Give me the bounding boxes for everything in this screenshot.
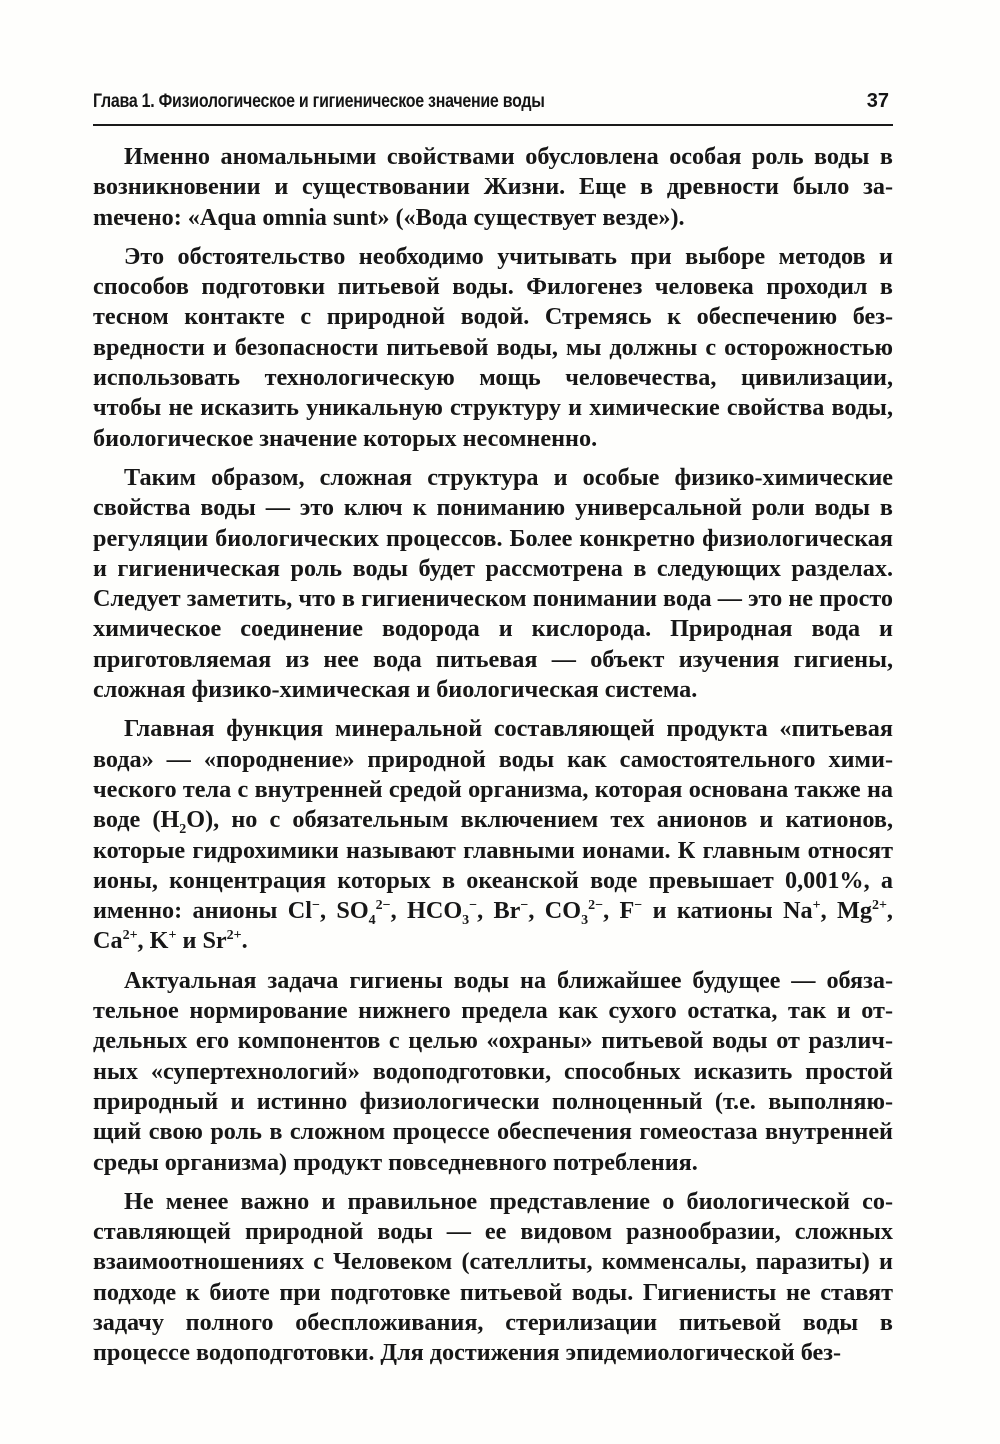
paragraph: Актуальная задача гигиены воды на ближайшее будущее — обязательное нормирование нижнего предела как сухого остатка, так и отдельных его компонентов с целью «охраны» питьевой воды от различных «супертехнологий» водоподготовки, способных исказить простой природный и истинно физиологически полноценный (т.е. выполняющий свою роль в сложном процессе обеспечения гомеостаза внутренней среды организма) продукт повседневного потребления. xyxy=(93,966,893,1176)
text-run: , SO xyxy=(319,897,369,925)
paragraph: Именно аномальными свойствами обусловлена особая роль воды в возникновении и существовании Жизни. Еще в древности было заmечено: «Aqua omnia sunt» («Вода существует везде»). xyxy=(93,143,893,231)
paragraph: Это обстоятельство необходимо учитывать при выборе методов и способов подготовки питьевой воды. Филогенез человека проходил в тесном контакте с природной водой. Стремясь к обеспечению безвредности и безопасности питьевой воды, мы должны с осторожностью использовать технологическую мощь человечества, цивилизации, чтобы не исказить уникальную структуру и химические свойства воды, биологическое значение которых несомненно. xyxy=(93,242,893,452)
subscript: 3 xyxy=(462,912,470,928)
subscript: 2 xyxy=(179,822,187,838)
text-run: , HCO xyxy=(390,897,463,925)
paragraph: Не менее важно и правильное представление о биологической составляющей природной воды — ее видовом разнообразии, сложных взаимоотношениях с Человеком (сателлиты, комменсалы, паразиты) и подходе к биоте при подготовке питьевой воды. Гигиенисты не ставят задачу полного обеспложивания, стерилизации питьевой воды в процессе водоподготовки. Для достижения эпидемиологической без- xyxy=(93,1187,893,1367)
body-text xyxy=(93,142,893,1378)
text-run: Главная функция минеральной составляющей продукта «питьевая вода» — «породнение» природной воды как самостоятельного химического тела с внутренней средой организма, которая основана также на воде (H xyxy=(93,715,893,834)
subscript: 4 xyxy=(368,912,376,928)
chapter-title: Глава 1. Физиологическое и гигиеническое значение воды xyxy=(93,91,545,112)
page-number: 37 xyxy=(866,90,889,112)
running-header xyxy=(93,88,893,126)
superscript: − xyxy=(311,898,320,914)
superscript: − xyxy=(520,898,529,914)
text-run: O), но с обязательным включением тех анионов и катионов, которые гидрохимики называют главными ионами. К главным относят ионы, концентрация которых в океанской воде превышает 0,001%, а именно: анионы Cl xyxy=(93,806,893,925)
superscript: 2− xyxy=(375,898,391,914)
paragraph: Таким образом, сложная структура и особые физико-химические свойства воды — это ключ к пониманию универсальной роли воды в регуляции биологических процессов. Более конкретно физиологическая и гигиеническая роль воды будет рассмотрена в следующих разделах. Следует заметить, что в гигиеническом понимании вода — это не просто химическое соединение водорода и кислорода. Природная вода и приготовляемая из нее вода питьевая — объект изучения гигиены, сложная физико-химическая и биологическая система. xyxy=(93,463,893,704)
text-run: . xyxy=(241,927,248,955)
superscript: 2+ xyxy=(122,928,138,944)
text-run: , Mg xyxy=(820,897,872,925)
superscript: + xyxy=(812,898,821,914)
text-run: , Ca xyxy=(93,897,893,955)
superscript: 2+ xyxy=(226,928,242,944)
text-run: и катионы Na xyxy=(642,897,813,925)
superscript: 2− xyxy=(588,898,604,914)
text-run: , Br xyxy=(477,897,521,925)
superscript: − xyxy=(469,898,478,914)
subscript: 3 xyxy=(581,912,589,928)
text-run: , CO xyxy=(528,897,582,925)
paragraph-main-ions xyxy=(93,714,893,956)
text-run: и Sr xyxy=(176,927,227,955)
superscript: + xyxy=(168,928,177,944)
text-run: , F xyxy=(603,897,635,925)
superscript: − xyxy=(634,898,643,914)
text-run: , K xyxy=(137,927,169,955)
superscript: 2+ xyxy=(871,898,887,914)
